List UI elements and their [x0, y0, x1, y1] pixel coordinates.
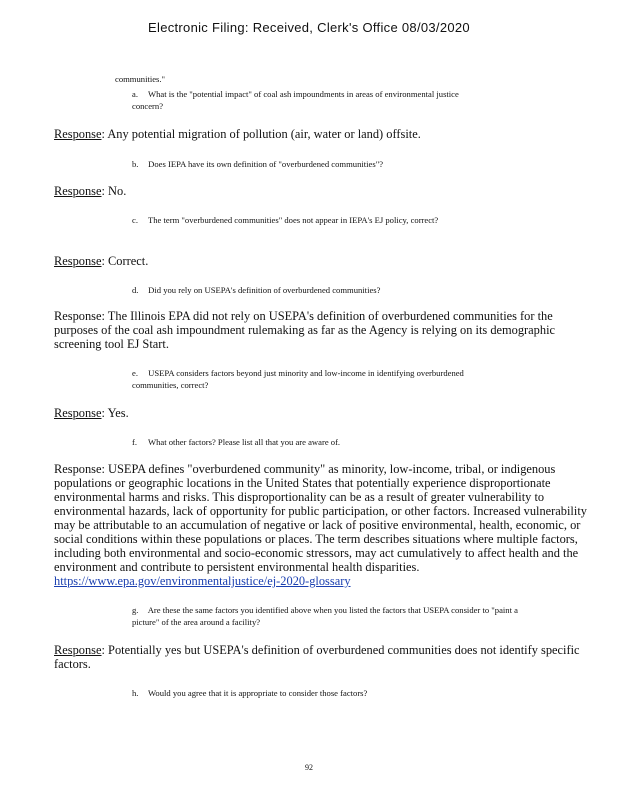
question-e: [132, 367, 492, 391]
question-text: What other factors? Please list all that you are aware of.: [148, 437, 341, 447]
response-e: Response: Yes.: [54, 406, 129, 420]
question-label: c.: [132, 215, 138, 225]
response-d: [54, 309, 594, 351]
response-text: Response: The Illinois EPA did not rely on USEPA's definition of overburdened communities for the purposes of the coal ash impoundment rulemaking as far as the Agency is relying on its demographic screening tool EJ Start.: [54, 309, 556, 351]
response-text: Correct.: [108, 254, 149, 268]
page-number: 92: [305, 763, 313, 772]
question-f: [132, 436, 472, 448]
response-label: Response: [54, 127, 102, 141]
response-c: Response: Correct.: [54, 254, 149, 268]
question-text: Does IEPA have its own definition of "overburdened communities"?: [148, 159, 384, 169]
question-label: g.: [132, 605, 139, 615]
response-f: [54, 462, 594, 588]
response-label: Response: [54, 184, 102, 198]
question-b: [132, 158, 452, 170]
question-c: [132, 214, 512, 226]
question-a: [132, 88, 462, 112]
question-text: Would you agree that it is appropriate to consider those factors?: [148, 688, 368, 698]
response-label: Response: [54, 406, 102, 420]
question-text: Are these the same factors you identified above when you listed the factors that USEPA consider to "paint a picture" of the area around a facility?: [132, 605, 518, 627]
filing-stamp-header: Electronic Filing: Received, Clerk's Office 08/03/2020: [148, 20, 470, 35]
question-label: a.: [132, 89, 138, 99]
question-g: [132, 604, 532, 628]
response-a: Response: Any potential migration of pollution (air, water or land) offsite.: [54, 127, 421, 141]
question-label: f.: [132, 437, 138, 447]
question-text: USEPA considers factors beyond just minority and low-income in identifying overburdened communities, correct?: [132, 368, 464, 390]
question-label: d.: [132, 285, 139, 295]
response-text: Potentially yes but USEPA's definition of overburdened communities does not identify specific factors.: [54, 643, 580, 671]
response-text: Response: USEPA defines "overburdened community" as minority, low-income, tribal, or indigenous populations or geographic locations in the United States that potentially experience disproportionate environmental harms and risks. This disproportionality can be as a result of greater vulnerability to environmental hazards, lack of opportunity for public participation, or other factors. Increased vulnerability may be attributable to an accumulation of negative or lack of positive environmental, health, economic, or social conditions within these populations or places. The term describes situations where multiple factors, including both environmental and socio-economic stressors, may act cumulatively to affect health and the environment and contribute to persistent environmental health disparities.: [54, 462, 587, 574]
question-text: What is the "potential impact" of coal ash impoundments in areas of environmental justice concern?: [132, 89, 459, 111]
continuation-text: communities.": [115, 74, 166, 84]
question-h: [132, 687, 492, 699]
response-b: Response: No.: [54, 184, 127, 198]
question-label: b.: [132, 159, 139, 169]
question-label: h.: [132, 688, 139, 698]
response-g: Response: Potentially yes but USEPA's definition of overburdened communities does not identify specific factors.: [54, 643, 580, 671]
question-text: The term "overburdened communities" does not appear in IEPA's EJ policy, correct?: [148, 215, 439, 225]
question-text: Did you rely on USEPA's definition of overburdened communities?: [148, 285, 381, 295]
response-text: No.: [108, 184, 127, 198]
question-label: e.: [132, 368, 138, 378]
response-label: Response: [54, 254, 102, 268]
response-text: Any potential migration of pollution (air, water or land) offsite.: [107, 127, 421, 141]
response-text: Yes.: [107, 406, 129, 420]
question-d: [132, 284, 452, 296]
glossary-link[interactable]: https://www.epa.gov/environmentaljustice/ej-2020-glossary: [54, 574, 351, 588]
response-label: Response: [54, 643, 102, 657]
